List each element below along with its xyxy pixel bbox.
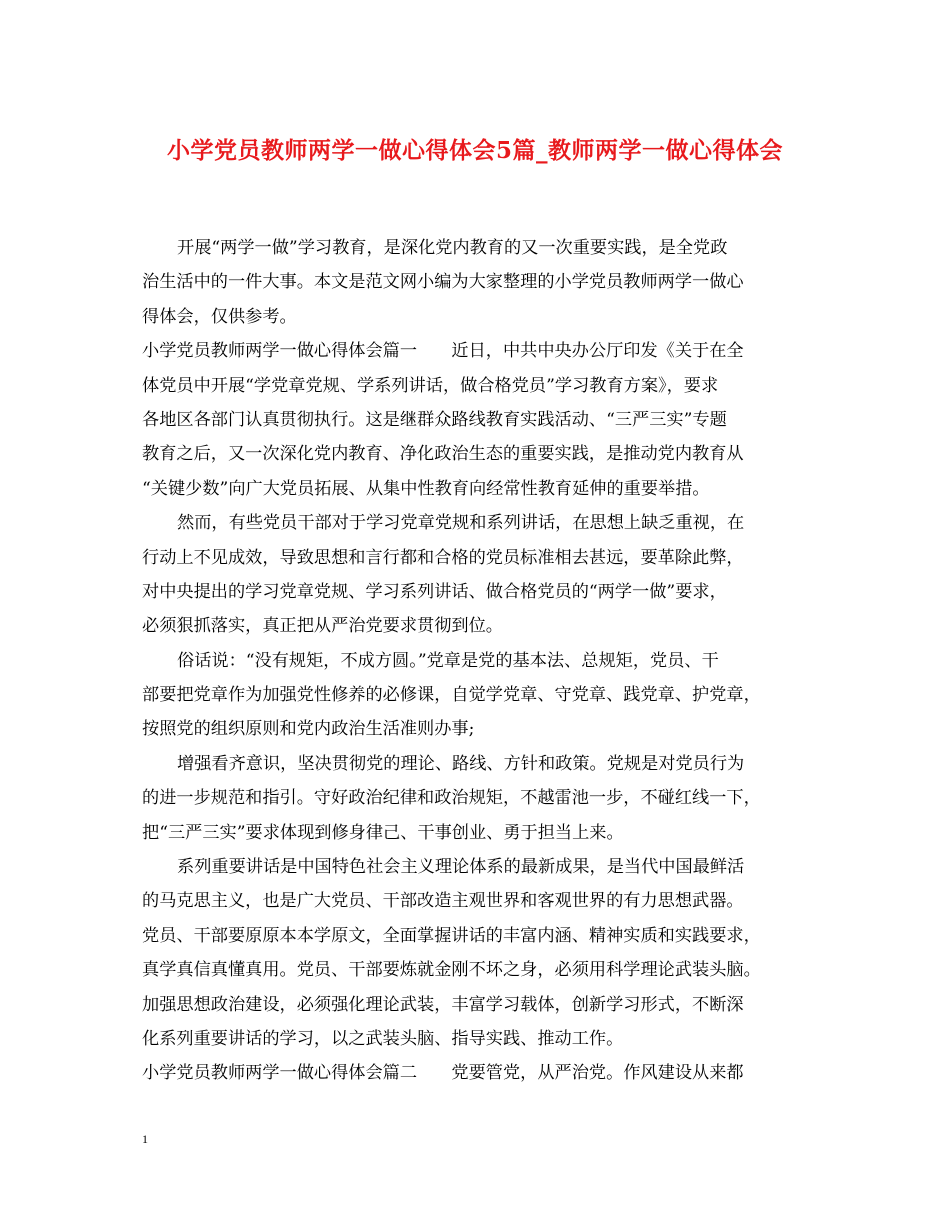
text-line: 部要把党章作为加强党性修养的必修课，自觉学党章、守党章、践党章、护党章， [142, 685, 761, 706]
text-line: 的进一步规范和指引。守好政治纪律和政治规矩，不越雷池一步，不碰红线一下， [142, 788, 761, 809]
text-line: 教育之后，又一次深化党内教育、净化政治生态的重要实践，是推动党内教育从 [142, 444, 744, 465]
document-title: 小学党员教师两学一做心得体会5篇_教师两学一做心得体会 [166, 137, 783, 164]
text-line: 小学党员教师两学一做心得体会篇一 近日，中共中央办公厅印发《关于在全 [142, 341, 744, 362]
text-line: 的马克思主义，也是广大党员、干部改造主观世界和客观世界的有力思想武器。 [142, 891, 744, 912]
text-line: 然而，有些党员干部对于学习党章党规和系列讲话，在思想上缺乏重视，在 [177, 513, 745, 534]
text-line: 必须狠抓落实，真正把从严治党要求贯彻到位。 [142, 616, 503, 637]
text-line: 各地区各部门认真贯彻执行。这是继群众路线教育实践活动、“三严三实”专题 [142, 409, 727, 430]
text-line: 党员、干部要原原本本学原文，全面掌握讲话的丰富内涵、精神实质和实践要求， [142, 925, 761, 946]
text-line: 化系列重要讲话的学习，以之武装头脑、指导实践、推动工作。 [142, 1028, 624, 1049]
text-line: 加强思想政治建设，必须强化理论武装，丰富学习载体，创新学习形式，不断深 [142, 994, 744, 1015]
text-line: 开展“两学一做”学习教育，是深化党内教育的又一次重要实践，是全党政 [177, 238, 728, 258]
text-line: 治生活中的一件大事。本文是范文网小编为大家整理的小学党员教师两学一做心 [142, 272, 744, 293]
text-line: 增强看齐意识，坚决贯彻党的理论、路线、方针和政策。党规是对党员行为 [177, 753, 745, 774]
text-line: 得体会，仅供参考。 [142, 306, 297, 327]
text-line: 体党员中开展“学党章党规、学系列讲话，做合格党员”学习教育方案》，要求 [142, 375, 719, 396]
text-line: 对中央提出的学习党章党规、学习系列讲话、做合格党员的“两学一做”要求， [142, 581, 727, 602]
page-number: 1 [142, 1132, 148, 1146]
text-line: 小学党员教师两学一做心得体会篇二 党要管党，从严治党。作风建设从来都 [142, 1063, 744, 1084]
text-line: 把“三严三实”要求体现到修身律己、干事创业、勇于担当上来。 [142, 822, 624, 843]
text-line: “关键少数”向广大党员拓展、从集中性教育向经常性教育延伸的重要举措。 [142, 478, 710, 499]
text-line: 行动上不见成效，导致思想和言行都和合格的党员标准相去甚远，要革除此弊， [142, 547, 744, 568]
text-line: 按照党的组织原则和党内政治生活准则办事; [142, 719, 475, 740]
text-line: 系列重要讲话是中国特色社会主义理论体系的最新成果，是当代中国最鲜活 [177, 857, 745, 878]
document-body [142, 231, 814, 1091]
text-line: 俗话说：“没有规矩，不成方圆。”党章是党的基本法、总规矩，党员、干 [177, 650, 719, 671]
text-line: 真学真信真懂真用。党员、干部要炼就金刚不坏之身，必须用科学理论武装头脑。 [142, 960, 761, 981]
